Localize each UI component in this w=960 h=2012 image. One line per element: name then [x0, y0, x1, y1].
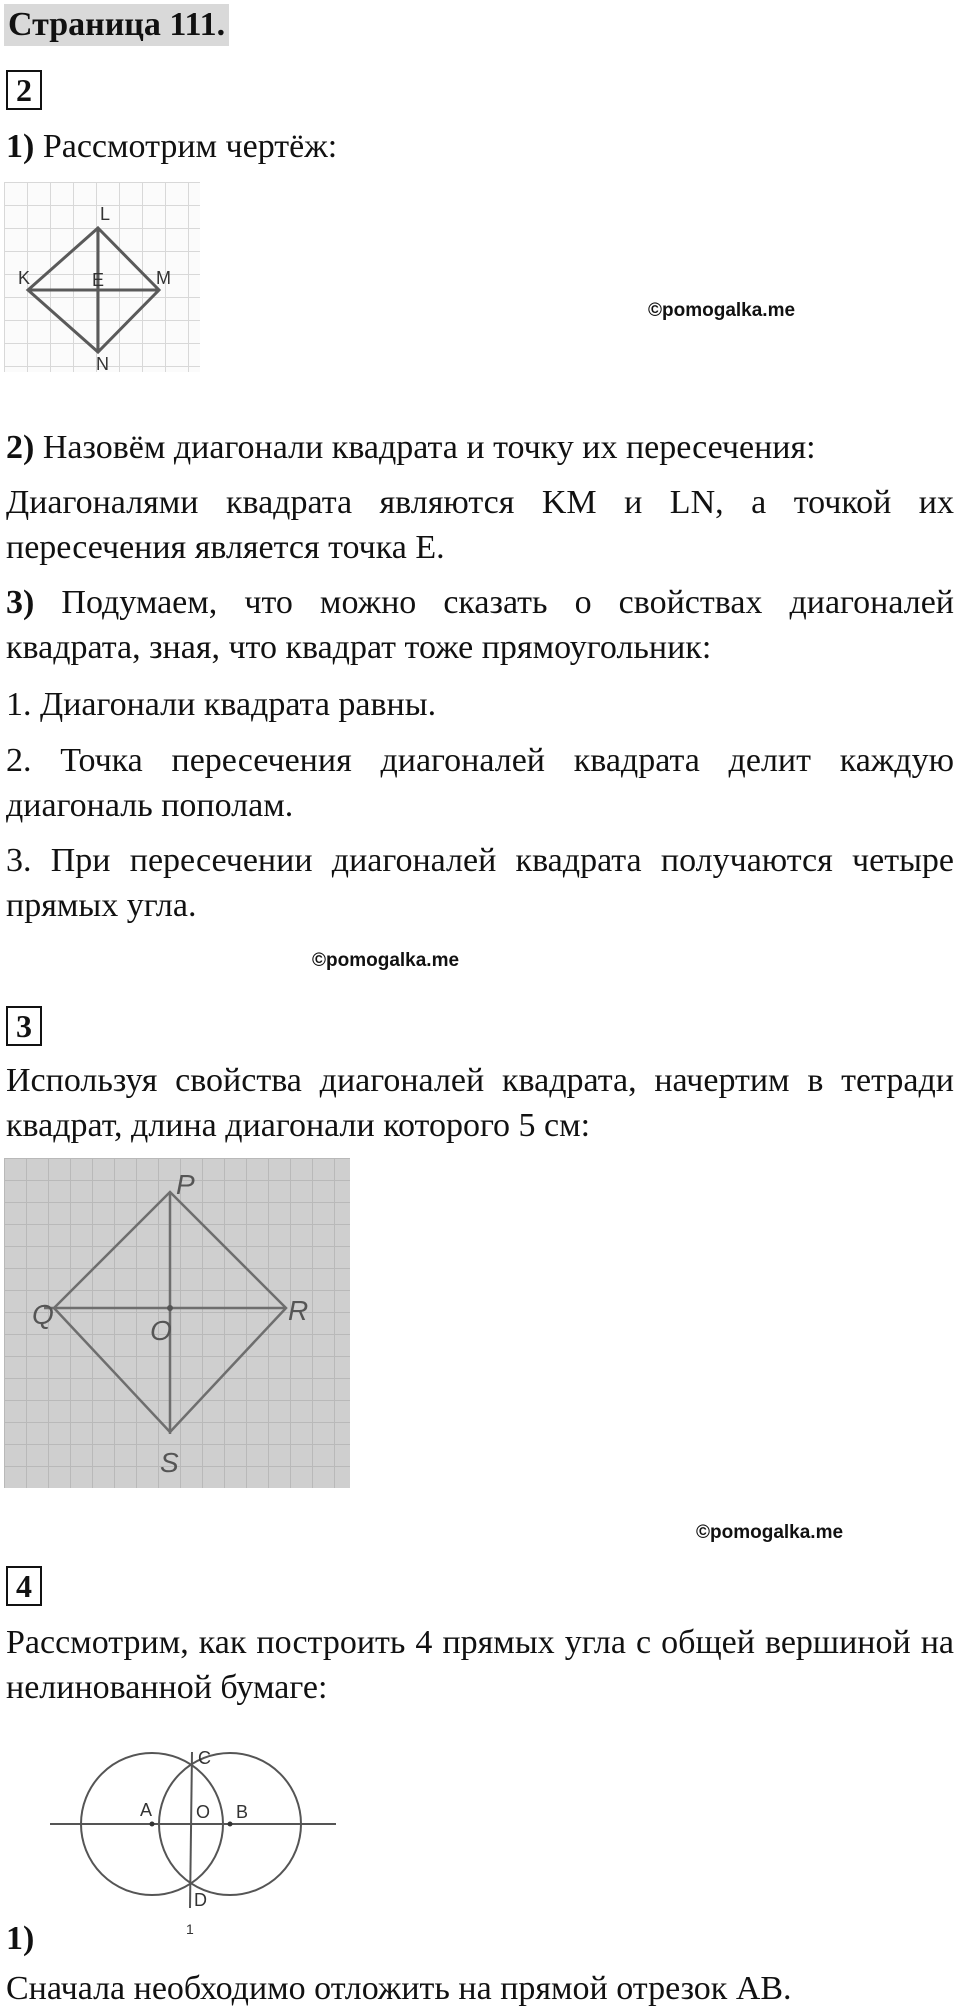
property-3: 3. При пересечении диагоналей квадрата получаются четыре прямых угла.: [6, 842, 954, 924]
label-c: C: [198, 1748, 211, 1768]
step-number: 3): [6, 584, 35, 621]
step-2-line: [6, 425, 954, 470]
point-b: [228, 1822, 233, 1827]
step-text: Рассмотрим чертёж:: [34, 128, 338, 165]
step-text: Назовём диагонали квадрата и точку их пересечения:: [34, 429, 816, 466]
center-point: [167, 1305, 173, 1311]
label-s: S: [160, 1447, 179, 1478]
diagonals-paragraph: Диагоналями квадрата являются KM и LN, а точкой их пересечения является точка E.: [6, 484, 954, 566]
label-l: L: [100, 204, 111, 224]
property-1: 1. Диагонали квадрата равны.: [6, 686, 437, 723]
step-text: Подумаем, что можно сказать о свойствах диагоналей квадрата, зная, что квадрат тоже прямоугольник:: [6, 584, 954, 666]
label-m: M: [156, 268, 171, 288]
circles-construction-figure: [40, 1746, 350, 1942]
task-3-paragraph: Используя свойства диагоналей квадрата, начертим в тетради квадрат, длина диагонали которого 5 см:: [6, 1062, 954, 1144]
watermark: ©pomogalka.me: [696, 1522, 844, 1543]
figure-number: 1: [186, 1921, 194, 1937]
square-klmn-figure: [4, 182, 200, 372]
step-number: 1): [6, 128, 35, 165]
label-a: A: [140, 1800, 153, 1820]
label-d: D: [194, 1890, 207, 1910]
watermark: ©pomogalka.me: [648, 300, 796, 321]
task-number-2: 2: [6, 70, 42, 110]
point-a: [150, 1822, 155, 1827]
step-1-line: [6, 124, 954, 169]
square-pqrs-figure: [4, 1158, 350, 1488]
property-2: 2. Точка пересечения диагоналей квадрата делит каждую диагональ пополам.: [6, 742, 954, 824]
label-q: Q: [32, 1299, 54, 1330]
task-4-paragraph: Рассмотрим, как построить 4 прямых угла с общей вершиной на нелинованной бумаге:: [6, 1624, 954, 1706]
label-o: O: [196, 1802, 211, 1822]
page-title: Страница 111.: [4, 4, 229, 46]
step-3-paragraph: [6, 580, 954, 670]
task-number-3: 3: [6, 1006, 42, 1046]
step-1-label: 1): [6, 1920, 35, 1957]
label-e: E: [92, 270, 105, 290]
label-o: O: [150, 1315, 172, 1346]
step-number: 2): [6, 429, 35, 466]
step-1-text: Сначала необходимо отложить на прямой отрезок AB.: [6, 1970, 792, 2007]
label-r: R: [288, 1295, 309, 1326]
label-b: B: [236, 1802, 249, 1822]
watermark: ©pomogalka.me: [312, 950, 460, 971]
label-n: N: [96, 354, 109, 372]
label-k: K: [18, 268, 31, 288]
label-p: P: [176, 1169, 195, 1200]
task-number-4: 4: [6, 1566, 42, 1606]
